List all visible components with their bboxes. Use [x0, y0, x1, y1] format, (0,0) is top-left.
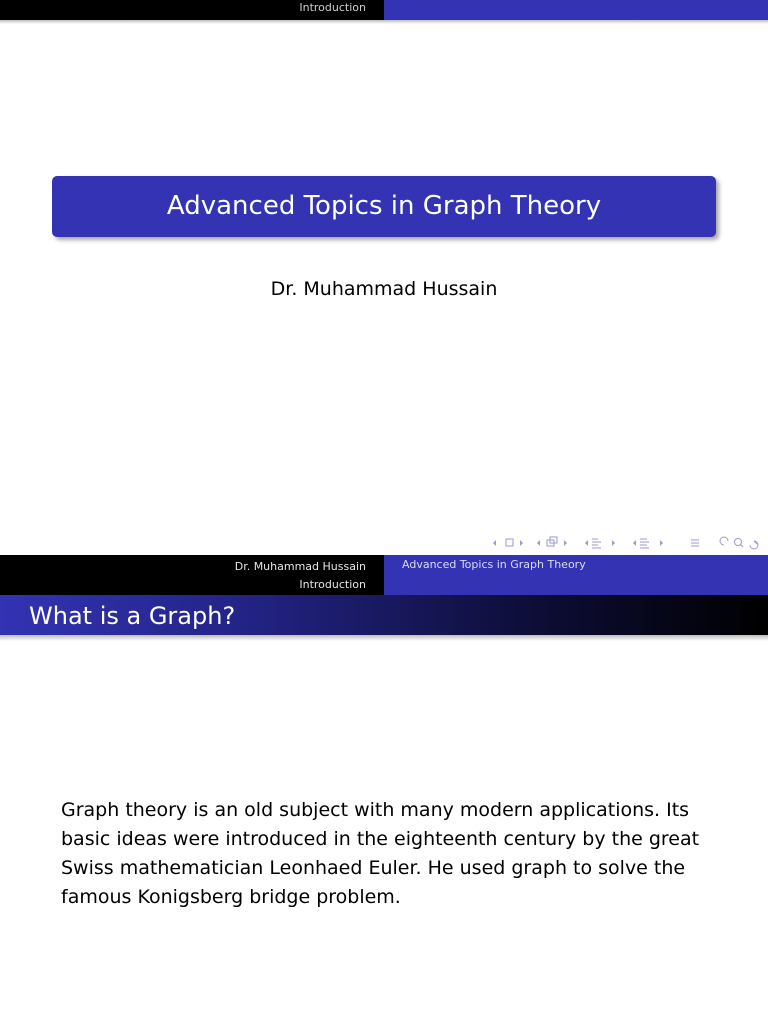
header-blue-block — [384, 0, 768, 20]
nav-doc-prev-icon[interactable] — [633, 540, 636, 546]
presentation-title: Advanced Topics in Graph Theory — [52, 176, 716, 237]
nav-forward-icon[interactable] — [750, 541, 758, 549]
nav-frame-icon[interactable] — [506, 539, 513, 546]
header-bar — [0, 0, 768, 20]
nav-section-next-icon[interactable] — [612, 540, 615, 546]
top-info-bar — [0, 555, 768, 595]
nav-subsection-next-icon[interactable] — [564, 540, 567, 546]
author-name: Dr. Muhammad Hussain — [270, 278, 498, 300]
nav-subsection-prev-icon[interactable] — [537, 540, 540, 546]
nav-section-prev-icon[interactable] — [585, 540, 588, 546]
header-shadow — [0, 20, 768, 24]
paragraph-line: famous Konigsberg bridge problem. — [61, 886, 401, 908]
nav-frame-next-icon[interactable] — [520, 540, 523, 546]
footer-section: Introduction — [299, 578, 366, 591]
nav-search-icon[interactable] — [735, 539, 744, 548]
slide-what-is-a-graph — [0, 555, 768, 1024]
footer-author: Dr. Muhammad Hussain — [234, 560, 366, 573]
frame-title: What is a Graph? — [0, 595, 768, 635]
info-left — [0, 555, 384, 595]
nav-back-icon[interactable] — [720, 537, 728, 545]
paragraph-line: Graph theory is an old subject with many modern applications. Its — [61, 799, 690, 821]
footer-title: Advanced Topics in Graph Theory — [402, 558, 586, 571]
nav-appendix-icon[interactable] — [691, 540, 699, 546]
nav-section-icon[interactable] — [592, 539, 601, 548]
info-right — [384, 555, 768, 595]
paragraph-line: Swiss mathematician Leonhaed Euler. He used graph to solve the — [61, 857, 686, 879]
nav-doc-next-icon[interactable] — [660, 540, 663, 546]
paragraph-line: basic ideas were introduced in the eighteenth century by the great — [61, 828, 700, 850]
body-paragraph — [61, 796, 721, 912]
nav-doc-icon[interactable] — [640, 539, 649, 548]
frame-title-shadow — [0, 635, 768, 641]
nav-frame-prev-icon[interactable] — [493, 540, 496, 546]
header-section: Introduction — [0, 0, 384, 20]
navigation-symbols — [492, 535, 764, 551]
nav-subsection-icon[interactable] — [547, 537, 557, 546]
